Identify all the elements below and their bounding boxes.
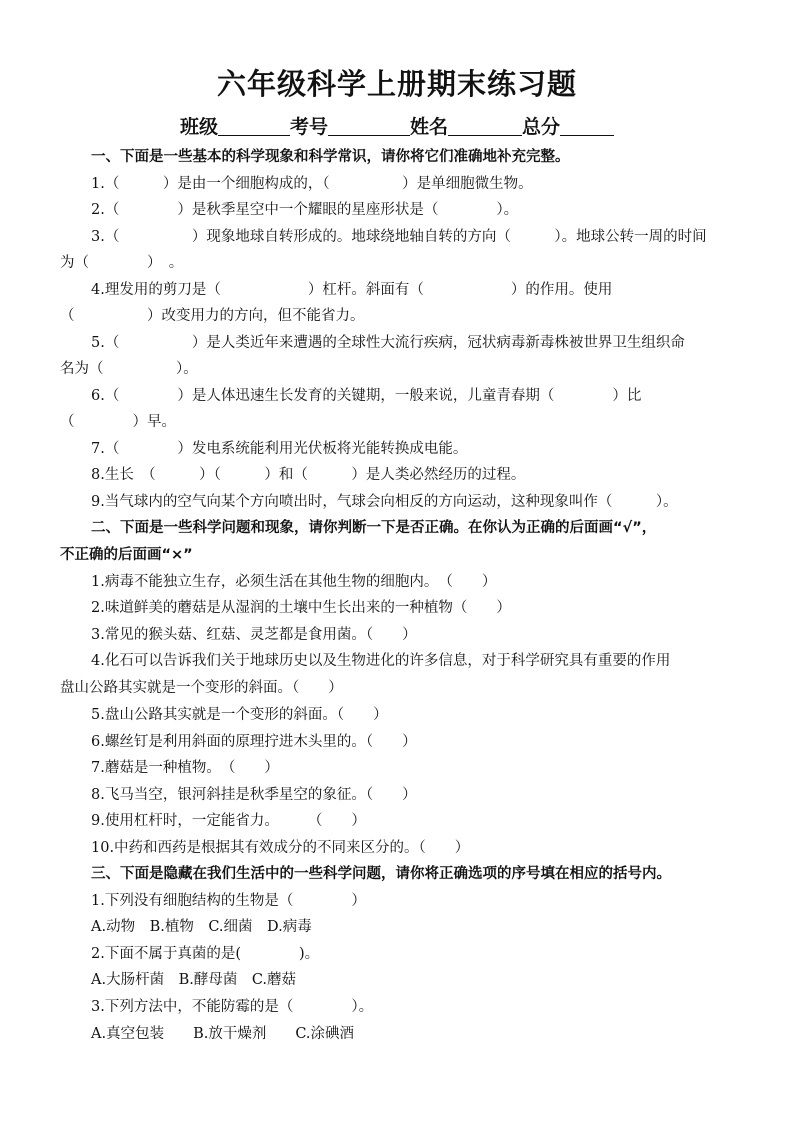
section-1-heading: 一、下面是一些基本的科学现象和科学常识，请你将它们准确地补充完整。 bbox=[91, 149, 570, 165]
s1-question-3-cont: 为（ ） 。 bbox=[60, 255, 184, 271]
s2-question-3: 3.常见的猴头菇、红菇、灵芝都是食用菌。（ ） bbox=[91, 627, 417, 643]
s1-question-8: 8.生长 （ ）（ ）和（ ）是人类必然经历的过程。 bbox=[91, 467, 526, 483]
student-info-line bbox=[0, 112, 794, 139]
s3-question-3: 3.下列方法中，不能防霉的是（ ）。 bbox=[91, 999, 374, 1015]
s1-question-4-cont: （ ）改变用力的方向，但不能省力。 bbox=[60, 308, 365, 324]
section-2-heading-cont: 不正确的后面画“×” bbox=[60, 547, 193, 563]
s2-question-1: 1.病毒不能独立生存，必须生活在其他生物的细胞内。 （ ） bbox=[91, 574, 497, 590]
section-2-heading: 二、下面是一些科学问题和现象，请你判断一下是否正确。在你认为正确的后面画“√”， bbox=[91, 520, 657, 536]
s1-question-1: 1.（ ）是由一个细胞构成的，（ ）是单细胞微生物。 bbox=[91, 176, 533, 192]
s3-question-2-options: A.大肠杆菌 B.酵母菌 C.蘑菇 bbox=[91, 972, 297, 988]
name-label: 姓名 bbox=[410, 116, 449, 138]
s1-question-3: 3.（ ）现象地球自转形成的。地球绕地轴自转的方向（ ）。地球公转一周的时间 bbox=[91, 229, 707, 245]
name-blank[interactable] bbox=[448, 117, 522, 136]
s1-question-6: 6.（ ）是人体迅速生长发育的关键期，一般来说，儿童青春期（ ）比 bbox=[91, 388, 642, 404]
s1-question-7: 7.（ ）发电系统能利用光伏板将光能转换成电能。 bbox=[91, 441, 468, 457]
s1-question-9: 9.当气球内的空气向某个方向喷出时，气球会向相反的方向运动，这种现象叫作（ ）。 bbox=[91, 494, 678, 510]
s2-question-8: 8.飞马当空，银河斜挂是秋季星空的象征。（ ） bbox=[91, 787, 417, 803]
s2-question-5: 5.盘山公路其实就是一个变形的斜面。（ ） bbox=[91, 707, 388, 723]
s3-question-2: 2.下面不属于真菌的是( )。 bbox=[91, 946, 320, 962]
s2-question-4: 4.化石可以告诉我们关于地球历史以及生物进化的许多信息，对于科学研究具有重要的作用 bbox=[91, 653, 671, 669]
s1-question-6-cont: （ ）早。 bbox=[60, 414, 176, 430]
total-blank[interactable] bbox=[560, 117, 614, 136]
section-3-heading: 三、下面是隐藏在我们生活中的一些科学问题，请你将正确选项的序号填在相应的括号内。 bbox=[91, 866, 671, 882]
s1-question-4: 4.理发用的剪刀是（ ）杠杆。斜面有（ ）的作用。使用 bbox=[91, 282, 613, 298]
s2-question-9: 9.使用杠杆时，一定能省力。 （ ） bbox=[91, 813, 366, 829]
class-blank[interactable] bbox=[218, 117, 290, 136]
s1-question-2: 2.（ ）是秋季星空中一个耀眼的星座形状是（ ）。 bbox=[91, 202, 519, 218]
s2-question-6: 6.螺丝钉是利用斜面的原理拧进木头里的。（ ） bbox=[91, 734, 417, 750]
s1-question-5: 5.（ ）是人类近年来遭遇的全球性大流行疾病，冠状病毒新毒株被世界卫生组织命 bbox=[91, 335, 685, 351]
exam-no-label: 考号 bbox=[289, 116, 328, 138]
s3-question-3-options: A.真空包装 B.放干燥剂 C.涂碘酒 bbox=[91, 1026, 355, 1042]
exam-no-blank[interactable] bbox=[328, 117, 410, 136]
s2-question-2: 2.味道鲜美的蘑菇是从湿润的土壤中生长出来的一种植物（ ） bbox=[91, 600, 511, 616]
class-label: 班级 bbox=[179, 116, 218, 138]
s2-question-7: 7.蘑菇是一种植物。 （ ） bbox=[91, 760, 279, 776]
s2-question-4-cont: 盘山公路其实就是一个变形的斜面。（ ） bbox=[60, 680, 343, 696]
s3-question-1-options: A.动物 B.植物 C.细菌 D.病毒 bbox=[91, 919, 312, 935]
s3-question-1: 1.下列没有细胞结构的生物是（ ） bbox=[91, 893, 366, 909]
total-label: 总分 bbox=[522, 116, 561, 138]
s1-question-5-cont: 名为（ ）。 bbox=[60, 361, 198, 377]
page-title: 六年级科学上册期末练习题 bbox=[216, 67, 577, 101]
s2-question-10: 10.中药和西药是根据其有效成分的不同来区分的。（ ） bbox=[91, 840, 470, 856]
